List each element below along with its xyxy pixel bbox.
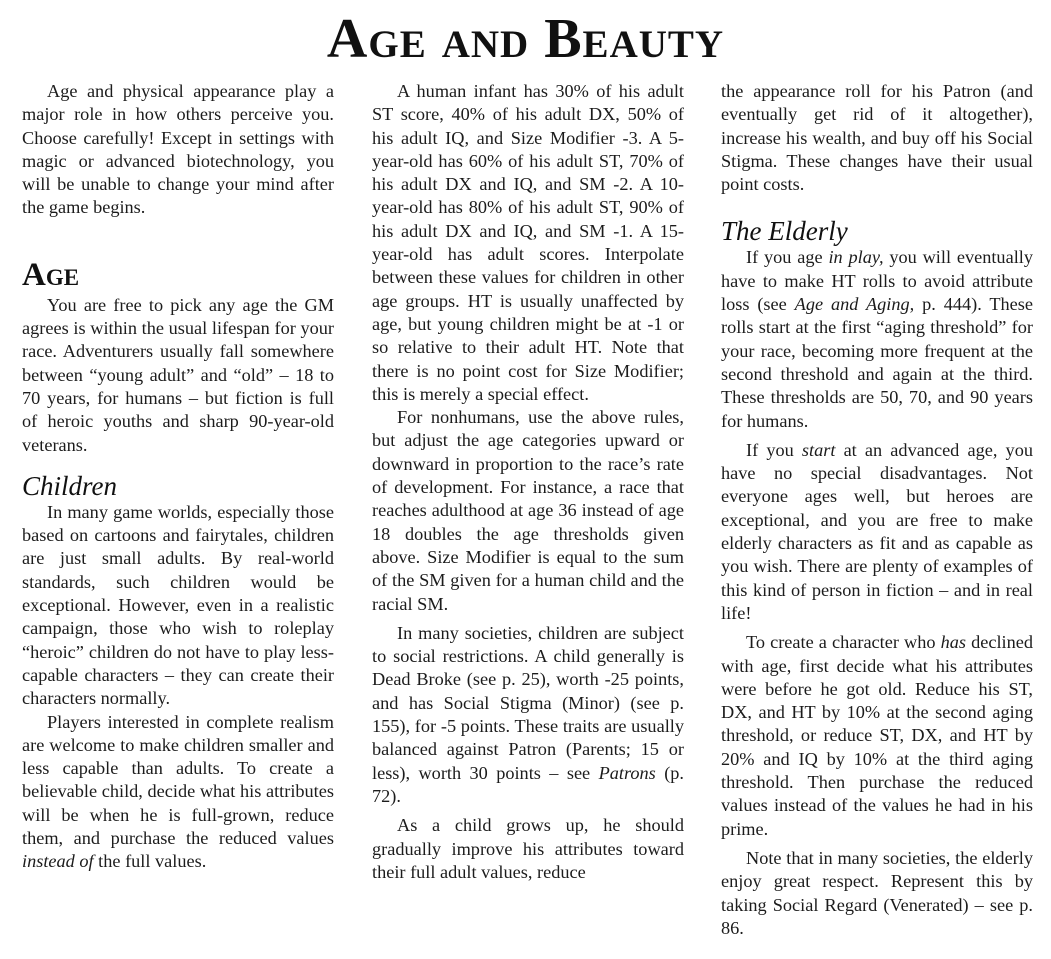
child-grows-paragraph: As a child grows up, he should gradually improve his attributes toward their full adult values, reduce [372,815,684,882]
column-2 [372,80,684,884]
children-paragraph-1: In many game worlds, especially those based on cartoons and fairytales, children are just small adults. By real-world standards, such children would be exceptional. However, even in a realistic campaign, those who wish to roleplay “heroic” children do not have to play less-capable characters – they can create their characters normally. [22,501,334,709]
page-title: Age and Beauty [326,8,725,70]
nonhumans-paragraph: For nonhumans, use the above rules, but adjust the age categories upward or downward in proportion to the race’s rate of development. For instance, a race that reaches adulthood at age 36 instead of age 18 doubles the age thresholds given above. Size Modifier is equal to the sum of the SM given for a human child and the racial SM. [372,407,684,614]
children-paragraph-2: Players interested in complete realism are welcome to make children smaller and less capable than adults. To create a believable child, decide what his attributes will be when he is full-grown, reduce them, and purchase the reduced values instead of the full values. [22,711,334,872]
children-heading: Children [22,470,118,501]
column-1 [22,80,334,874]
elderly-paragraph-3: To create a character who has declined with age, first decide what his attributes were before he got old. Reduce his ST, DX, and HT by 10% at the second aging threshold, or reduce ST, DX, and HT by 20% and IQ by 10% at the third aging threshold. Then purchase the reduced values instead of the values he had in his prime. [721,632,1033,839]
elderly-paragraph-1: If you age in play, you will eventually have to make HT rolls to avoid attribute loss (see Age and Aging, p. 444). These rolls start at the first “aging threshold” for your race, becoming more frequent at the second threshold and again at the third. These thresholds are 50, 70, and 90 years for humans. [721,247,1033,431]
continued-paragraph: the appearance roll for his Patron (and eventually get rid of it altogether), increase his wealth, and buy off his Social Stigma. These changes have their usual point costs. [721,81,1033,195]
age-heading: Age [22,256,80,293]
social-restrictions-paragraph: In many societies, children are subject to social restrictions. A child generally is Dead Broke (see p. 25), worth -25 points, and has Social Stigma (Minor) (see p. 155), for -5 points. These traits are usually balanced against Patron (Parents; 15 or less), worth 30 points – see Patrons (p. 72). [372,622,684,806]
column-3 [721,80,1033,940]
elderly-heading: The Elderly [721,216,848,247]
intro-paragraph: Age and physical appearance play a major role in how others perceive you. Choose carefully! Except in settings with magic or advanced biotechnology, you will be unable to change your mind after the game begins. [22,81,334,218]
elderly-paragraph-2: If you start at an advanced age, you have no special disadvantages. Not everyone ages well, but heroes are exceptional, and you are free to make elderly characters as fit and as capable as you wish. There are plenty of examples of this kind of person in fiction – and in real life! [721,439,1033,623]
infant-attributes-paragraph: A human infant has 30% of his adult ST score, 40% of his adult DX, 50% of his adult IQ, and Size Modifier -3. A 5-year-old has 60% of his adult ST, 70% of his adult DX and IQ, and SM -2. A 10-year-old has 80% of his adult ST, 90% of his adult DX and IQ, and SM -1. A 15-year-old has adult scores. Interpolate between these values for children in other age groups. HT is usually unaffected by age, but young children might be at -1 or so relative to their adult HT. Note that there is no point cost for Size Modifier; this is merely a special effect. [372,81,684,404]
age-paragraph: You are free to pick any age the GM agrees is within the usual lifespan for your race. Adventurers usually fall somewhere between “young adult” and “old” – 18 to 70 years, for humans – but fiction is full of heroic youths and sharp 90-year-old veterans. [22,294,334,455]
elderly-paragraph-4: Note that in many societies, the elderly enjoy great respect. Represent this by taking Social Regard (Venerated) – see p. 86. [721,847,1033,938]
